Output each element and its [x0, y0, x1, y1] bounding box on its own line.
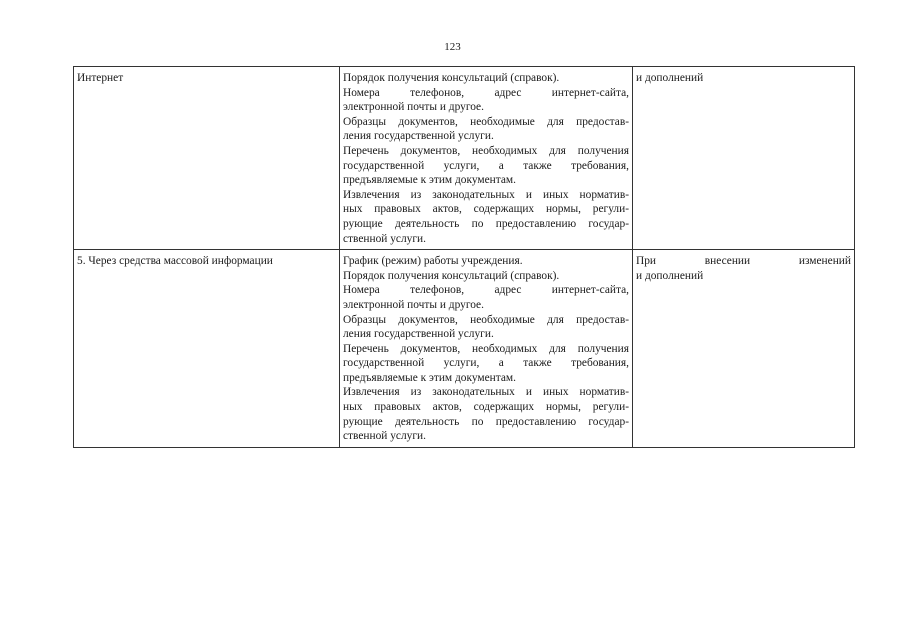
- content-cell: [340, 67, 633, 250]
- content-line: электронной почты и другое.: [343, 101, 484, 114]
- content-line: ления государственной услуги.: [343, 130, 494, 143]
- content-line: График (режим) работы учреждения.: [343, 255, 523, 268]
- channel-cell: [74, 67, 340, 250]
- channel-text: Интернет: [77, 72, 124, 84]
- content-line: Извлечения из законодательных и иных норматив-: [343, 386, 629, 399]
- update-line: и дополнений: [636, 72, 704, 84]
- update-line: и дополнений: [636, 269, 704, 282]
- content-line: Номера телефонов, адрес интернет-сайта,: [343, 86, 629, 99]
- page-number: 123: [444, 41, 461, 53]
- info-table: [73, 66, 855, 448]
- content-line: Образцы документов, необходимые для предостав-: [343, 115, 629, 128]
- content-line: Номера телефонов, адрес интернет-сайта,: [343, 284, 629, 297]
- table-row: [74, 250, 855, 448]
- channel-text: 5. Через средства массовой информации: [77, 255, 273, 268]
- content-line: ных правовых актов, содержащих нормы, регули-: [343, 401, 629, 414]
- content-line: ственной услуги.: [343, 430, 426, 443]
- content-line: ственной услуги.: [343, 232, 426, 245]
- content-line: государственной услуги, а также требования,: [343, 357, 629, 370]
- content-line: Порядок получения консультаций (справок).: [343, 72, 560, 84]
- content-line: Перечень документов, необходимых для получения: [343, 144, 629, 157]
- content-line: Перечень документов, необходимых для получения: [343, 342, 629, 355]
- update-line: При внесении изменений: [636, 255, 851, 268]
- content-line: рующие деятельность по предоставлению государ-: [343, 217, 629, 230]
- update-cell: [633, 250, 855, 448]
- content-line: Извлечения из законодательных и иных норматив-: [343, 188, 629, 201]
- content-line: Образцы документов, необходимые для предостав-: [343, 313, 629, 326]
- table-row: [74, 67, 855, 250]
- content-line: предъявляемые к этим документам.: [343, 371, 516, 384]
- content-cell: [340, 250, 633, 448]
- update-cell: [633, 67, 855, 250]
- content-line: Порядок получения консультаций (справок).: [343, 269, 560, 282]
- content-line: электронной почты и другое.: [343, 298, 484, 311]
- content-line: государственной услуги, а также требования,: [343, 159, 629, 172]
- content-line: предъявляемые к этим документам.: [343, 174, 516, 187]
- channel-cell: [74, 250, 340, 448]
- content-line: ных правовых актов, содержащих нормы, регули-: [343, 203, 629, 216]
- content-line: рующие деятельность по предоставлению государ-: [343, 415, 629, 428]
- content-line: ления государственной услуги.: [343, 328, 494, 341]
